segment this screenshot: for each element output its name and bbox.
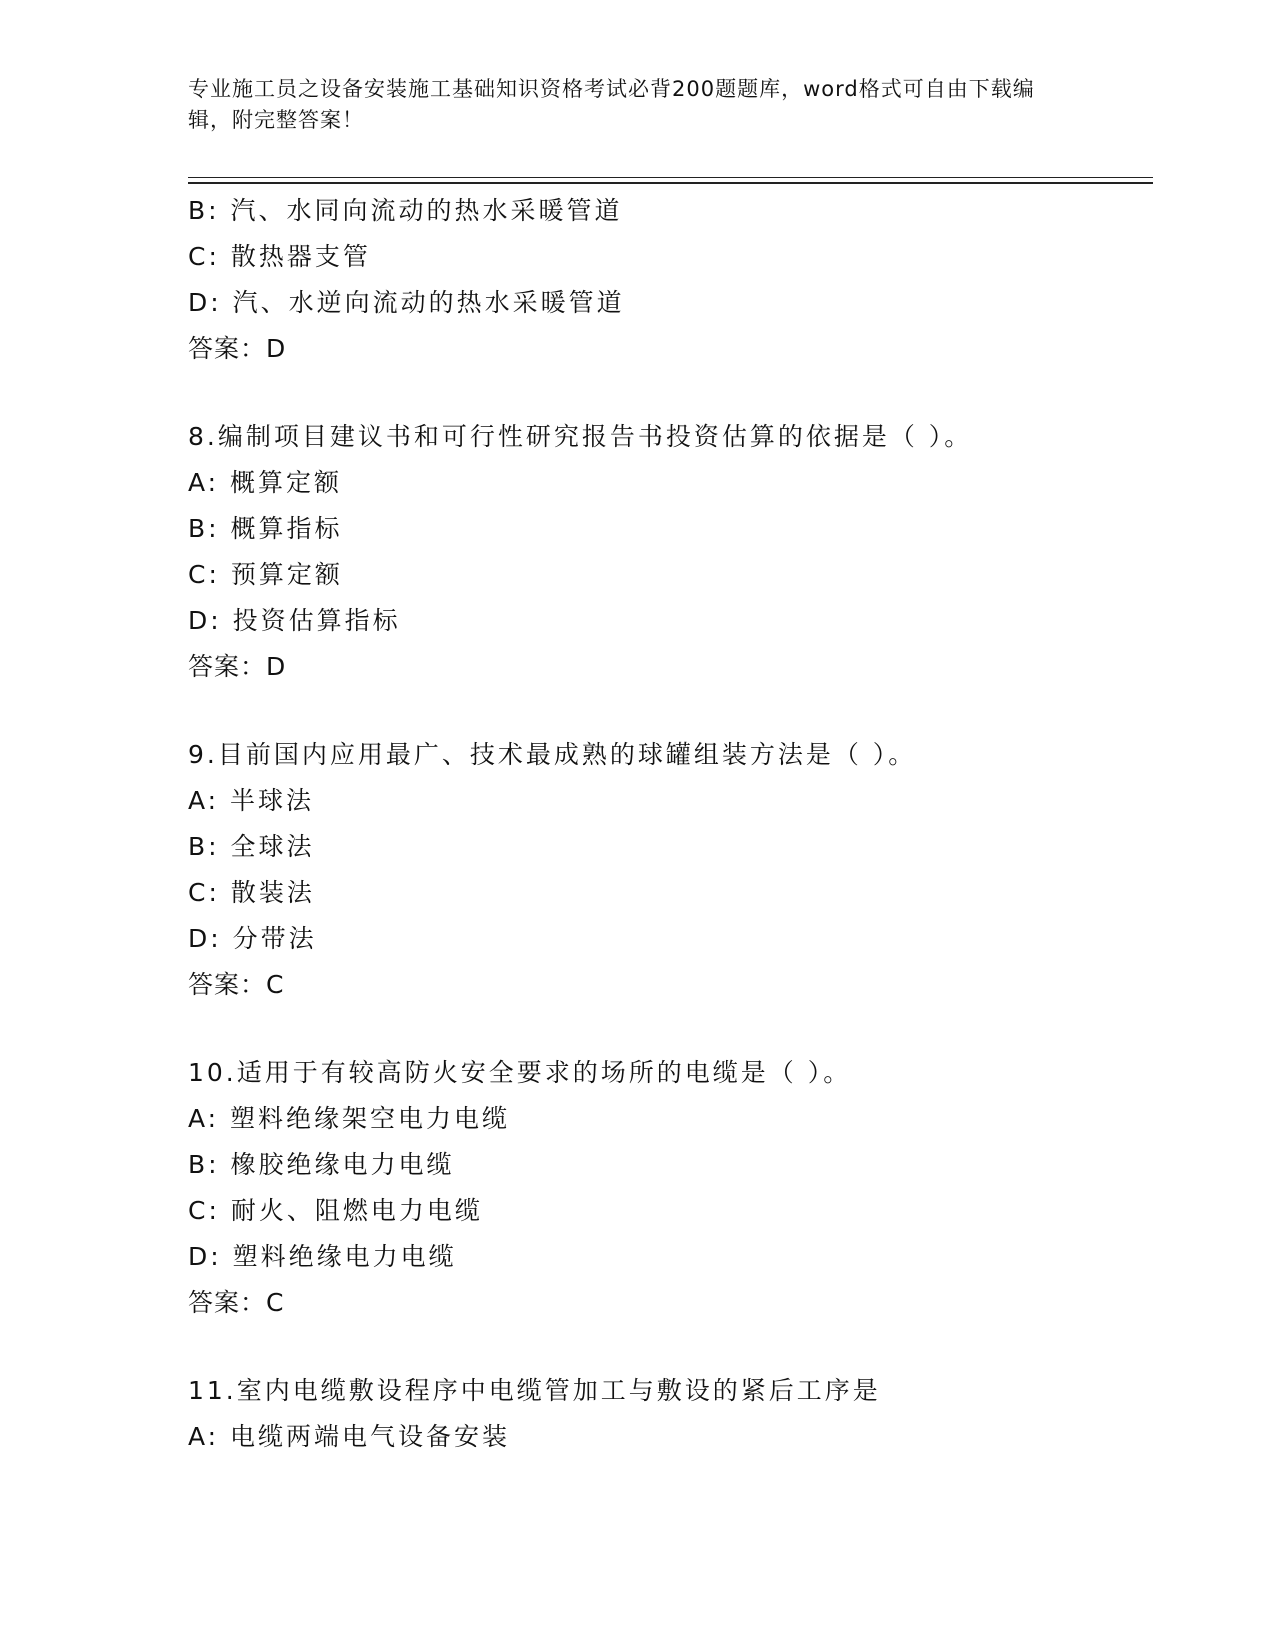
header-rule-thin [188,177,1153,178]
option-d: D: 分带法 [188,924,317,953]
option-d: D: 投资估算指标 [188,606,401,635]
option-c: C: 耐火、阻燃电力电缆 [188,1196,483,1225]
answer-text: 答案：C [188,970,285,999]
question-block [188,188,1148,372]
option-c: C: 预算定额 [188,560,343,589]
option-b: B: 橡胶绝缘电力电缆 [188,1150,455,1179]
option-a: A: 电缆两端电气设备安装 [188,1422,511,1451]
option-a: A: 半球法 [188,786,315,815]
question-list [188,188,1148,1460]
option-b: B: 概算指标 [188,514,343,543]
option-b: B: 汽、水同向流动的热水采暖管道 [188,196,623,225]
header-rule-thick [188,182,1153,184]
question-text: 9.目前国内应用最广、技术最成熟的球罐组装方法是（ ）。 [188,740,917,769]
question-block [188,414,1148,690]
question-text: 10.适用于有较高防火安全要求的场所的电缆是（ ）。 [188,1058,852,1087]
option-d: D: 汽、水逆向流动的热水采暖管道 [188,288,625,317]
option-d: D: 塑料绝缘电力电缆 [188,1242,457,1271]
question-text: 8.编制项目建议书和可行性研究报告书投资估算的依据是（ ）。 [188,422,973,451]
answer-text: 答案：C [188,1288,285,1317]
spacer [188,372,1148,414]
document-header: 专业施工员之设备安装施工基础知识资格考试必背200题题库，word格式可自由下载编辑，附完整答案！ [188,77,1035,132]
question-block [188,1050,1148,1326]
spacer [188,1008,1148,1050]
answer-text: 答案：D [188,652,287,681]
option-a: A: 概算定额 [188,468,343,497]
answer-text: 答案：D [188,334,287,363]
option-c: C: 散装法 [188,878,315,907]
question-block [188,1368,1148,1460]
question-block [188,732,1148,1008]
option-b: B: 全球法 [188,832,315,861]
question-text: 11.室内电缆敷设程序中电缆管加工与敷设的紧后工序是 [188,1376,881,1405]
spacer [188,690,1148,732]
option-a: A: 塑料绝缘架空电力电缆 [188,1104,511,1133]
option-c: C: 散热器支管 [188,242,371,271]
spacer [188,1326,1148,1368]
